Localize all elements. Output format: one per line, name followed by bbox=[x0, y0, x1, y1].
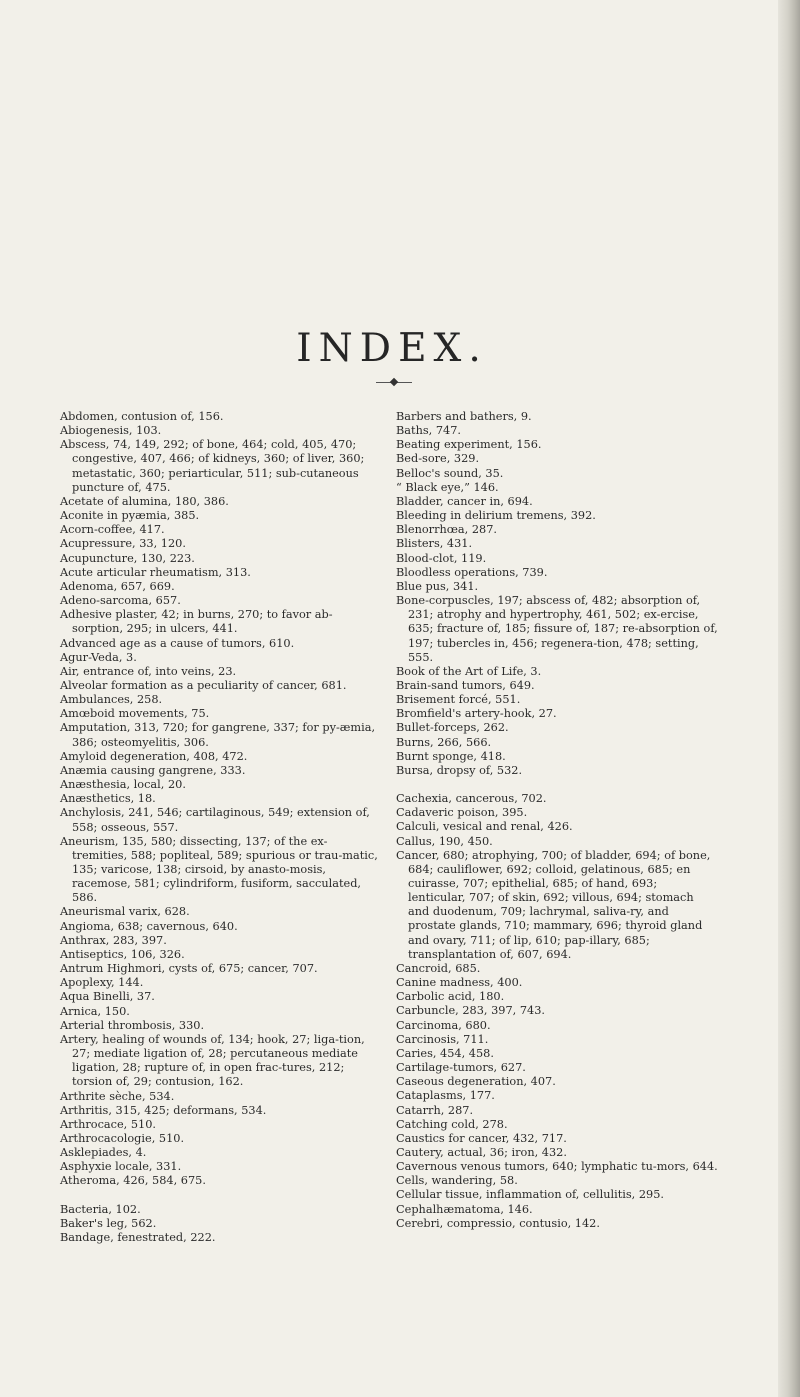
index-entry: Cachexia, cancerous, 702. bbox=[396, 792, 547, 806]
index-entry: Bed-sore, 329. bbox=[396, 452, 480, 466]
index-entry: Bursa, dropsy of, 532. bbox=[396, 763, 523, 777]
index-entry: Advanced age as a cause of tumors, 610. bbox=[60, 636, 295, 650]
index-entry: Asklepiades, 4. bbox=[60, 1146, 147, 1160]
index-entry: Baths, 747. bbox=[396, 424, 461, 438]
index-entry: Carbuncle, 283, 397, 743. bbox=[396, 1004, 546, 1018]
index-entry: Aconite in pyæmia, 385. bbox=[60, 509, 200, 523]
index-entry: Blue pus, 341. bbox=[396, 579, 479, 593]
index-entry: Bladder, cancer in, 694. bbox=[396, 494, 533, 508]
page-title: INDEX. bbox=[296, 326, 488, 371]
index-entry: Agur-Veda, 3. bbox=[60, 650, 137, 664]
index-entry: Caries, 454, 458. bbox=[396, 1046, 494, 1060]
index-entry: Aneurism, 135, 580; dissecting, 137; of the ex-tremities, 588; popliteal, 589; spurious or trau-matic, 135; varicose, 138; cirsoid, by anasto-mosis, racemose, 581; cylindriform, fusiform, sacculated, 586. bbox=[60, 834, 378, 905]
index-entry: Blenorrhœa, 287. bbox=[396, 523, 497, 537]
index-entry: Cavernous venous tumors, 640; lymphatic tu-mors, 644. bbox=[396, 1160, 718, 1174]
index-entry: Bullet-forceps, 262. bbox=[396, 721, 509, 735]
index-entry: Arnica, 150. bbox=[60, 1004, 130, 1018]
index-column-left bbox=[60, 410, 382, 1245]
index-entry: Amœboid movements, 75. bbox=[60, 707, 210, 721]
index-entry: Acetate of alumina, 180, 386. bbox=[60, 494, 229, 508]
index-entry: Adenoma, 657, 669. bbox=[60, 579, 175, 593]
index-entry: Anchylosis, 241, 546; cartilaginous, 549; extension of, 558; osseous, 557. bbox=[60, 806, 370, 834]
index-entry: Anæmia causing gangrene, 333. bbox=[60, 763, 246, 777]
index-entry: Acute articular rheumatism, 313. bbox=[60, 565, 251, 579]
index-entry: Artery, healing of wounds of, 134; hook, 27; liga-tion, 27; mediate ligation of, 28; percutaneous mediate ligation, 28; rupture of, in open frac-tures, 212; torsion of, 29; contusion, 162. bbox=[60, 1032, 365, 1089]
index-entry: Arthritis, 315, 425; deformans, 534. bbox=[60, 1103, 267, 1117]
index-entry: Acorn-coffee, 417. bbox=[60, 523, 165, 537]
index-entry: Bleeding in delirium tremens, 392. bbox=[396, 509, 596, 523]
index-entry: Bone-corpuscles, 197; abscess of, 482; absorption of, 231; atrophy and hypertrophy, 461, 502; ex-ercise, 635; fracture of, 185; fissure of, 187; re-absorption of, 197; tubercles in, 456; regenera-tion, 478; setting, 555. bbox=[396, 594, 718, 664]
index-entry: Cells, wandering, 58. bbox=[396, 1174, 518, 1188]
index-entry: Blood-clot, 119. bbox=[396, 551, 487, 565]
index-entry: Arthrocace, 510. bbox=[60, 1117, 156, 1131]
index-entry: Bandage, fenestrated, 222. bbox=[60, 1230, 216, 1244]
index-entry: Arterial thrombosis, 330. bbox=[60, 1018, 205, 1032]
index-entry: Abiogenesis, 103. bbox=[60, 424, 162, 438]
index-entry: Aneurismal varix, 628. bbox=[60, 905, 190, 919]
index-entry: Brisement forcé, 551. bbox=[396, 693, 521, 707]
index-entry: Cadaveric poison, 395. bbox=[396, 806, 528, 820]
index-entry: Atheroma, 426, 584, 675. bbox=[60, 1174, 206, 1188]
index-entry: Adeno-sarcoma, 657. bbox=[60, 594, 181, 608]
index-entry: Callus, 190, 450. bbox=[396, 834, 493, 848]
index-entry: Calculi, vesical and renal, 426. bbox=[396, 820, 573, 834]
index-entry: Bromfield's artery-hook, 27. bbox=[396, 707, 557, 721]
index-entry: Alveolar formation as a peculiarity of cancer, 681. bbox=[60, 678, 347, 692]
index-entry: Acupuncture, 130, 223. bbox=[60, 551, 195, 565]
index-entry: Barbers and bathers, 9. bbox=[396, 410, 532, 423]
index-entry: Cancroid, 685. bbox=[396, 961, 481, 975]
index-entry: Cataplasms, 177. bbox=[396, 1089, 495, 1103]
index-entry: Brain-sand tumors, 649. bbox=[396, 678, 535, 692]
index-entry: Antrum Highmori, cysts of, 675; cancer, 707. bbox=[60, 962, 318, 976]
index-entry: Book of the Art of Life, 3. bbox=[396, 664, 542, 678]
index-entry: Baker's leg, 562. bbox=[60, 1216, 157, 1230]
index-entry: Cerebri, compressio, contusio, 142. bbox=[396, 1216, 600, 1230]
index-entry: Amputation, 313, 720; for gangrene, 337; for py-æmia, 386; osteomyelitis, 306. bbox=[60, 721, 376, 749]
index-entry: Cartilage-tumors, 627. bbox=[396, 1061, 526, 1075]
index-entry: Acupressure, 33, 120. bbox=[60, 537, 186, 551]
index-entry: Blisters, 431. bbox=[396, 537, 473, 551]
index-entry: Carcinoma, 680. bbox=[396, 1018, 491, 1032]
index-entry: Arthrocacologie, 510. bbox=[60, 1131, 185, 1145]
index-entry: Bacteria, 102. bbox=[60, 1202, 141, 1216]
index-entry: Belloc's sound, 35. bbox=[396, 466, 504, 480]
index-entry: Anthrax, 283, 397. bbox=[60, 933, 167, 947]
index-entry: Antiseptics, 106, 326. bbox=[60, 947, 185, 961]
index-entry: Canine madness, 400. bbox=[396, 976, 523, 990]
index-entry: Caseous degeneration, 407. bbox=[396, 1075, 556, 1089]
index-entry: Ambulances, 258. bbox=[60, 693, 163, 707]
index-entry: Cancer, 680; atrophying, 700; of bladder, 694; of bone, 684; cauliflower, 692; colloid, gelatinous, 685; en cuirasse, 707; epithelial, 685; of hand, 693; lenticular, 707; of skin, 692; villous, 694; stomach and duodenum, 709; lachrymal, saliva-ry, and prostate glands, 710; mammary, 696; thyroid gland and ovary, 711; of lip, 610; pap-illary, 685; transplantation of, 607, 694. bbox=[396, 848, 711, 961]
letter-group-gap bbox=[396, 778, 718, 792]
index-entry: Amyloid degeneration, 408, 472. bbox=[60, 749, 248, 763]
title-ornament bbox=[390, 378, 398, 386]
index-entry: Caustics for cancer, 432, 717. bbox=[396, 1131, 567, 1145]
index-entry: Angioma, 638; cavernous, 640. bbox=[60, 919, 238, 933]
index-entry: Adhesive plaster, 42; in burns, 270; to favor ab-sorption, 295; in ulcers, 441. bbox=[60, 608, 333, 636]
index-entry: Catarrh, 287. bbox=[396, 1103, 474, 1117]
index-entry: Air, entrance of, into veins, 23. bbox=[60, 664, 237, 678]
index-entry: Carcinosis, 711. bbox=[396, 1032, 489, 1046]
index-entry: Cautery, actual, 36; iron, 432. bbox=[396, 1145, 567, 1159]
index-entry: Burns, 266, 566. bbox=[396, 735, 492, 749]
index-entry: Apoplexy, 144. bbox=[60, 976, 144, 990]
index-entry: Beating experiment, 156. bbox=[396, 438, 542, 452]
index-entry: Aqua Binelli, 37. bbox=[60, 990, 155, 1004]
index-entry: Bloodless operations, 739. bbox=[396, 565, 548, 579]
index-column-right bbox=[396, 410, 718, 1231]
index-entry: Catching cold, 278. bbox=[396, 1117, 508, 1131]
index-entry: Asphyxie locale, 331. bbox=[60, 1160, 182, 1174]
index-entry: Carbolic acid, 180. bbox=[396, 990, 505, 1004]
index-entry: Cephalhæmatoma, 146. bbox=[396, 1202, 533, 1216]
index-entry: “ Black eye,” 146. bbox=[396, 480, 499, 494]
index-entry: Abscess, 74, 149, 292; of bone, 464; cold, 405, 470; congestive, 407, 466; of kidneys, 360; of liver, 360; metastatic, 360; periarticular, 511; sub-cutaneous puncture of, 475. bbox=[60, 438, 365, 494]
index-entry: Cellular tissue, inflammation of, cellulitis, 295. bbox=[396, 1188, 664, 1202]
index-entry: Anæsthetics, 18. bbox=[60, 792, 156, 806]
index-entry: Arthrite sèche, 534. bbox=[60, 1089, 175, 1103]
index-entry: Abdomen, contusion of, 156. bbox=[60, 410, 224, 423]
letter-group-gap bbox=[60, 1189, 382, 1203]
index-entry: Anæsthesia, local, 20. bbox=[60, 778, 186, 792]
index-entry: Burnt sponge, 418. bbox=[396, 749, 506, 763]
page-edge-shadow bbox=[778, 0, 800, 1397]
